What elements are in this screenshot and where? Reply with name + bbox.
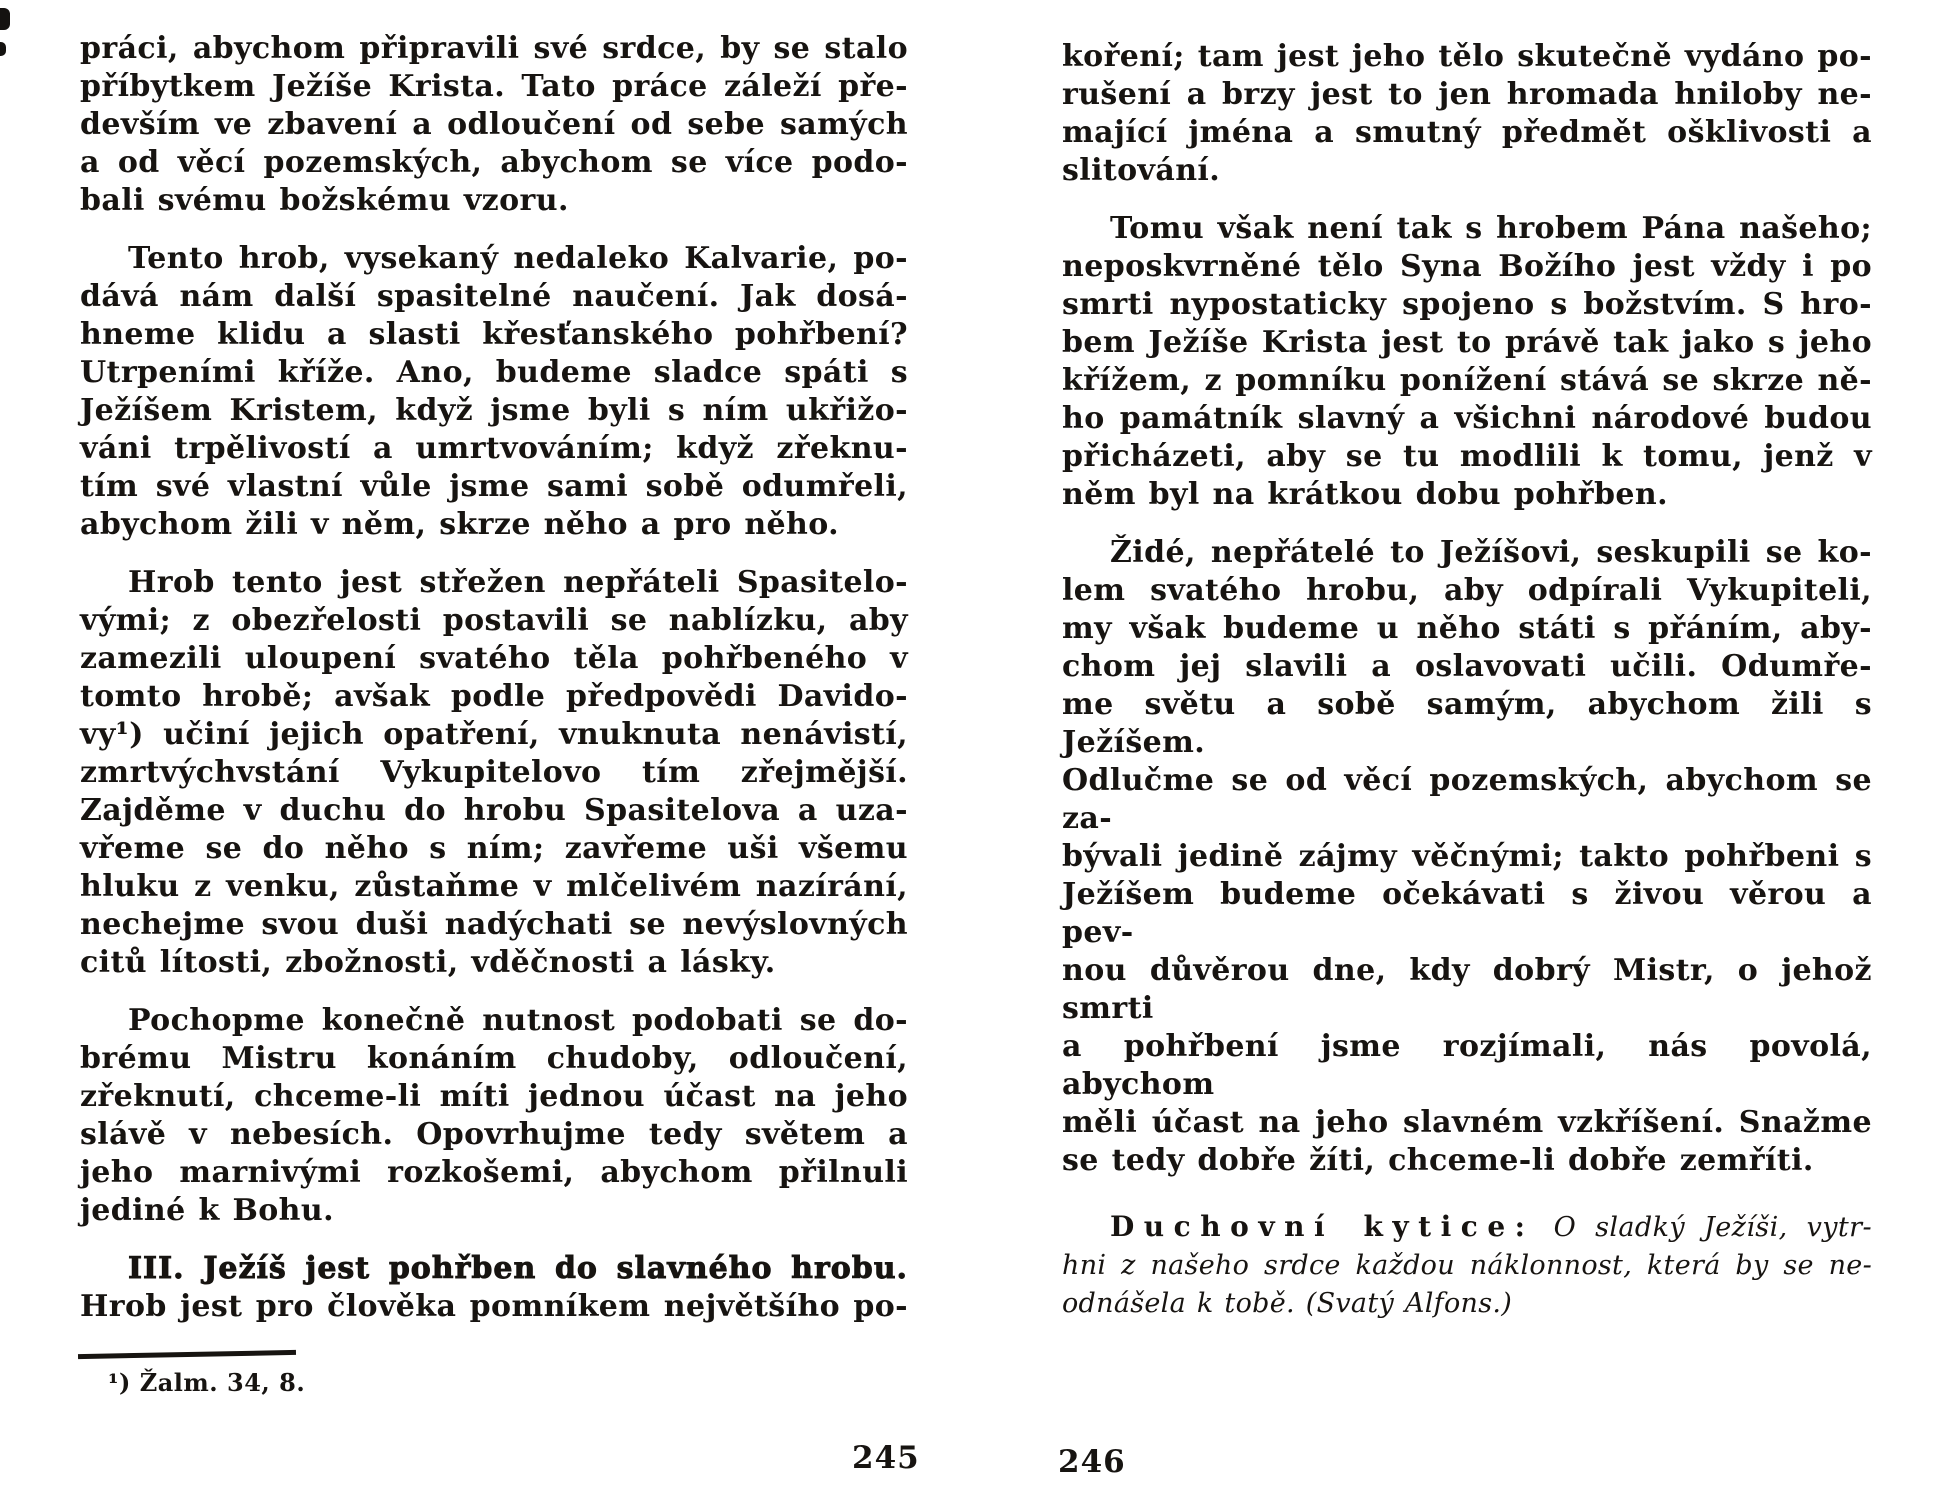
text-line: slávě v nebesích. Opovrhujme tedy světem a: [80, 1117, 908, 1152]
paragraph: [80, 240, 908, 544]
text-segment: Duchovní kytice:: [1110, 1210, 1535, 1243]
text-line: my však budeme u něho státi s přáním, aby-: [1062, 611, 1872, 646]
text-line: lem svatého hrobu, aby odpírali Vykupiteli,: [1062, 573, 1872, 608]
text-line: a od věcí pozemských, abychom se více podo-: [80, 145, 908, 180]
footnote-divider: [78, 1350, 296, 1359]
text-line: zmrtvýchvstání Vykupitelovo tím zřejmější.: [80, 755, 908, 790]
text-line: hni z našeho srdce každou náklonnost, která by se ne-: [1062, 1250, 1872, 1281]
paragraph: [1062, 534, 1872, 1180]
text-line: váni trpělivostí a umrtvováním; když zřeknu-: [80, 431, 908, 466]
scan-artifact: [0, 8, 10, 30]
text-line: vými; z obezřelosti postavili se nablízku, aby: [80, 603, 908, 638]
text-line: tomto hrobě; avšak podle předpovědi Davido-: [80, 679, 908, 714]
left-page-text-column: [80, 30, 908, 1326]
text-line: vy¹) učiní jejich opatření, vnuknuta nenávistí,: [80, 717, 908, 752]
text-line: III. Ježíš jest pohřben do slavného hrobu.: [128, 1251, 908, 1286]
text-line: bývali jedině zájmy věčnými; takto pohřbeni s: [1062, 839, 1872, 874]
text-line: tím své vlastní vůle jsme sami sobě odumřeli,: [80, 469, 908, 504]
text-line: dává nám další spasitelné naučení. Jak dosá-: [80, 279, 908, 314]
text-line: příbytkem Ježíše Krista. Tato práce záleží pře-: [80, 69, 908, 104]
text-line: hluku z venku, zůstaňme v mlčelivém nazírání,: [80, 869, 908, 904]
text-line: Zajděme v duchu do hrobu Spasitelova a uza-: [80, 793, 908, 828]
text-line: Pochopme konečně nutnost podobati se do-: [128, 1003, 908, 1038]
paragraph: [80, 1250, 908, 1326]
scan-artifact: [0, 42, 6, 56]
text-line: me světu a sobě samým, abychom žili s Ježíšem.: [1062, 687, 1872, 760]
text-line: vřeme se do něho s ním; zavřeme uši všemu: [80, 831, 908, 866]
text-line: zřeknutí, chceme-li míti jednou účast na jeho: [80, 1079, 908, 1114]
paragraph: [80, 564, 908, 982]
page-number-left: 245: [852, 1440, 920, 1476]
right-page-text-column: [1062, 38, 1872, 1323]
text-segment: O sladký Ježíši, vytr-: [1534, 1212, 1872, 1243]
text-line: křížem, z pomníku ponížení stává se skrze ně-: [1062, 363, 1872, 398]
text-line: a pohřbení jsme rozjímali, nás povolá, abychom: [1062, 1029, 1872, 1102]
text-line: citů lítosti, zbožnosti, vděčnosti a lásky.: [80, 945, 776, 980]
text-line: Tento hrob, vysekaný nedaleko Kalvarie, po-: [128, 241, 908, 276]
text-line: přicházeti, aby se tu modlili k tomu, jenž v: [1062, 439, 1872, 474]
text-line: zamezili uloupení svatého těla pohřbeného v: [80, 641, 908, 676]
text-line: Ježíšem budeme očekávati s živou věrou a pev-: [1062, 877, 1872, 950]
text-line: Utrpeními kříže. Ano, budeme sladce spáti s: [80, 355, 908, 390]
text-line: smrti nypostaticky spojeno s božstvím. S hro-: [1062, 287, 1872, 322]
paragraph: [80, 1002, 908, 1230]
text-line: abychom žili v něm, skrze něho a pro něho.: [80, 507, 839, 542]
text-line: Odlučme se od věcí pozemských, abychom se za-: [1062, 763, 1872, 836]
text-line: odnášela k tobě. (Svatý Alfons.): [1062, 1288, 1513, 1319]
text-line: mající jména a smutný předmět ošklivosti a: [1062, 115, 1872, 150]
paragraph: [1062, 38, 1872, 190]
text-line: hneme klidu a slasti křesťanského pohřbení?: [80, 317, 908, 352]
text-line: bem Ježíše Krista jest to právě tak jako s jeho: [1062, 325, 1872, 360]
text-line: slitování.: [1062, 153, 1221, 188]
text-line: ho památník slavný a všichni národové budou: [1062, 401, 1872, 436]
page-number-right: 246: [1058, 1444, 1126, 1480]
footnote: ¹) Žalm. 34, 8.: [108, 1368, 306, 1397]
text-line: Židé, nepřátelé to Ježíšovi, seskupili se ko-: [1110, 535, 1872, 570]
text-line: něm byl na krátkou dobu pohřben.: [1062, 477, 1668, 512]
text-line: nechejme svou duši nadýchati se nevýslovných: [80, 907, 908, 942]
text-line: Tomu však není tak s hrobem Pána našeho;: [1110, 211, 1872, 246]
text-line: brému Mistru konáním chudoby, odloučení,: [80, 1041, 908, 1076]
text-line: Hrob jest pro člověka pomníkem největšího po-: [80, 1289, 908, 1324]
text-line: devším ve zbavení a odloučení od sebe samých: [80, 107, 908, 142]
paragraph: [1062, 1208, 1872, 1323]
text-line: neposkvrněné tělo Syna Božího jest vždy i po: [1062, 249, 1872, 284]
text-line: bali svému božskému vzoru.: [80, 183, 569, 218]
text-line: koření; tam jest jeho tělo skutečně vydáno po-: [1062, 39, 1872, 74]
text-line: práci, abychom připravili své srdce, by se stalo: [80, 31, 908, 66]
text-line: chom jej slavili a oslavovati učili. Odumře-: [1062, 649, 1872, 684]
text-line: jeho marnivými rozkošemi, abychom přilnuli: [80, 1155, 908, 1190]
text-line: rušení a brzy jest to jen hromada hniloby ne-: [1062, 77, 1872, 112]
paragraph: [80, 30, 908, 220]
text-line: Hrob tento jest střežen nepřáteli Spasitelo-: [128, 565, 908, 600]
text-line: jediné k Bohu.: [80, 1193, 334, 1228]
text-line: [1062, 1208, 1872, 1247]
paragraph: [1062, 210, 1872, 514]
text-line: měli účast na jeho slavném vzkříšení. Snažme: [1062, 1105, 1872, 1140]
text-line: Ježíšem Kristem, když jsme byli s ním ukřižo-: [80, 393, 908, 428]
text-line: se tedy dobře žíti, chceme-li dobře zemříti.: [1062, 1143, 1814, 1178]
text-line: nou důvěrou dne, kdy dobrý Mistr, o jehož smrti: [1062, 953, 1872, 1026]
